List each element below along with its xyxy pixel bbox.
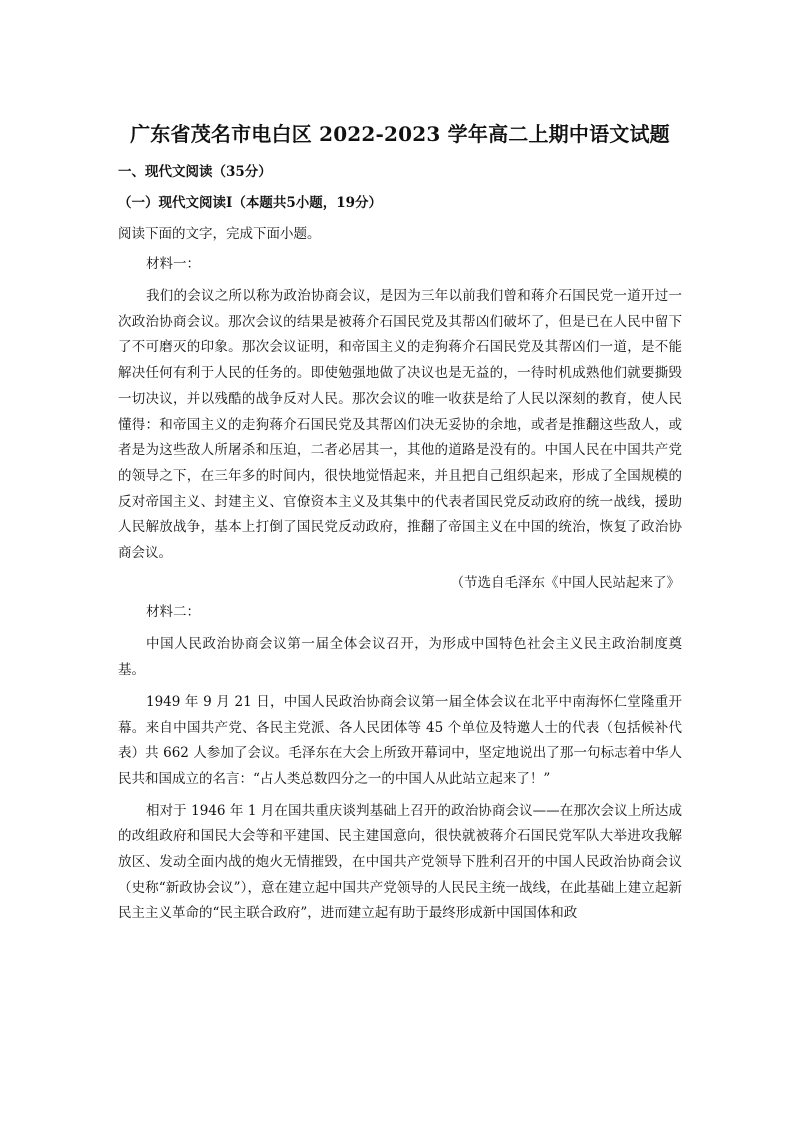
reading-instruction: 阅读下面的文字，完成下面小题。 [118, 226, 321, 242]
material-2-paragraph-2: 1949 年 9 月 21 日，中国人民政治协商会议第一届全体会议在北平中南海怀仁堂隆重开幕。来自中国共产党、各民主党派、各人民团体等 45 个单位及特邀人士的代表（包括候补代表）共 662 人参加了会议。毛泽东在大会上所致开幕词中，坚定地说出了那一句标志着中华人民共和国成立的名言：“占人类总数四分之一的中国人从此站立起来了！” [118, 693, 682, 787]
section-heading: 一、现代文阅读（35分） [118, 164, 272, 180]
document-title: 广东省茂名市电白区 2022-2023 学年高二上期中语文试题 [130, 122, 670, 146]
material-2-paragraph-1: 中国人民政治协商会议第一届全体会议召开，为形成中国特色社会主义民主政治制度奠基。 [118, 636, 682, 679]
subsection-heading: （一）现代文阅读Ⅰ（本题共5小题，19分） [118, 195, 382, 211]
material-2-paragraph-3: 相对于 1946 年 1 月在国共重庆谈判基础上召开的政治协商会议——在那次会议上所达成的改组政府和国民大会等和平建国、民主建国意向，很快就被蒋介石国民党军队大举进攻我解放区、发动全面内战的炮火无情摧毁，在中国共产党领导下胜利召开的中国人民政治协商会议（史称“新政协会议”），意在建立起中国共产党领导的人民民主统一战线，在此基础上建立起新民主主义革命的“民主联合政府”，进而建立起有助于最终形成新中国国体和政 [118, 802, 682, 922]
material-1-source: （节选自毛泽东《中国人民站起来了》 [450, 574, 680, 591]
material-2-label: 材料二： [146, 604, 200, 621]
material-1-label: 材料一： [146, 256, 200, 272]
material-1-paragraph: 我们的会议之所以称为政治协商会议，是因为三年以前我们曾和蒋介石国民党一道开过一次政治协商会议。那次会议的结果是被蒋介石国民党及其帮凶们破坏了，但是已在人民中留下了不可磨灭的印象。那次会议证明，和帝国主义的走狗蒋介石国民党及其帮凶们一道，是不能解决任何有利于人民的任务的。即使勉强地做了决议也是无益的，一待时机成熟他们就要撕毁一切决议，并以残酷的战争反对人民。那次会议的唯一收获是给了人民以深刻的教育，使人民懂得：和帝国主义的走狗蒋介石国民党及其帮凶们决无妥协的余地，或者是推翻这些敌人，或者是为这些敌人所屠杀和压迫，二者必居其一，其他的道路是没有的。中国人民在中国共产党的领导之下，在三年多的时间内，很快地觉悟起来，并且把自己组织起来，形成了全国规模的反对帝国主义、封建主义、官僚资本主义及其集中的代表者国民党反动政府的统一战线，援助人民解放战争，基本上打倒了国民党反动政府，推翻了帝国主义在中国的统治，恢复了政治协商会议。 [118, 288, 682, 562]
